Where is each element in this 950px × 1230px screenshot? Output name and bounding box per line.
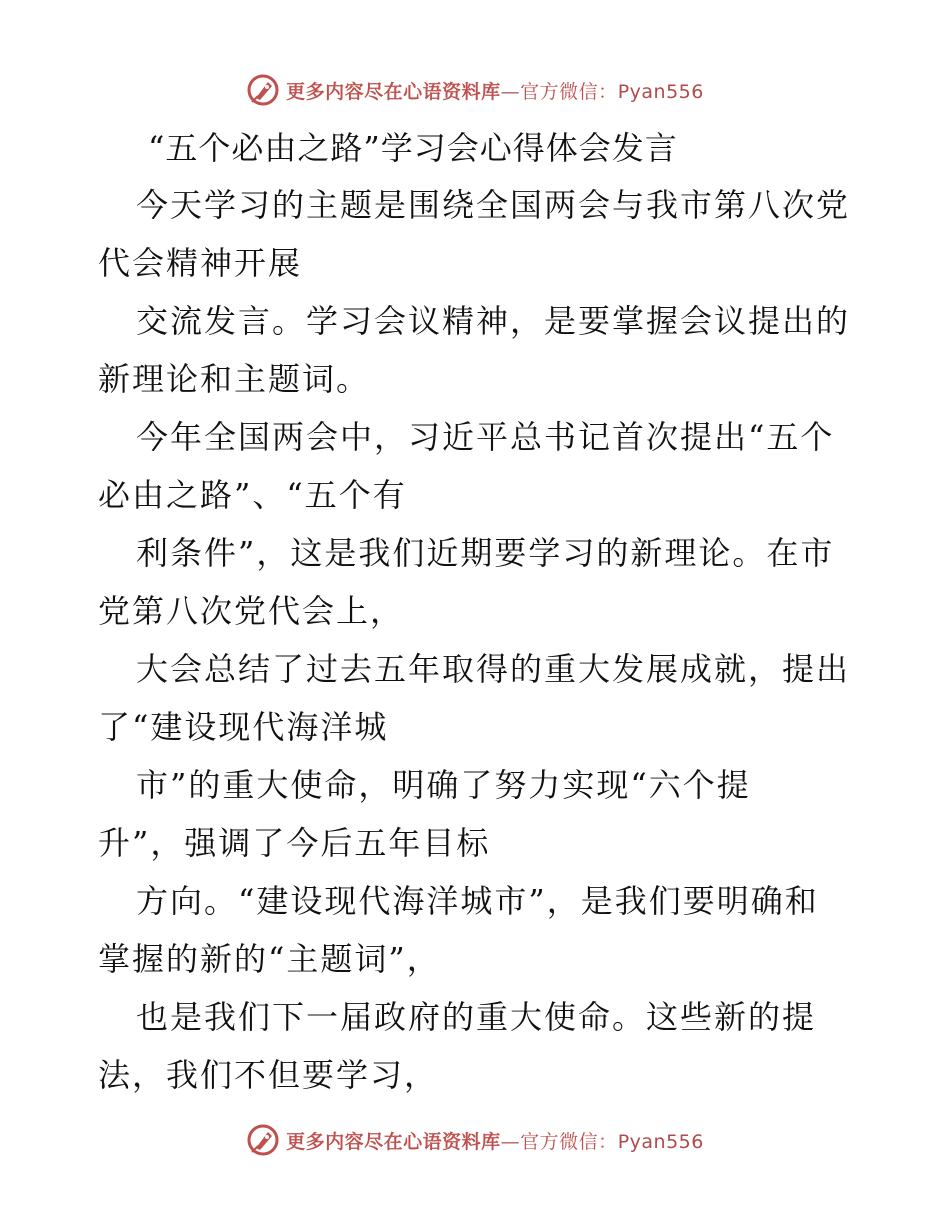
paragraph-line: 代会精神开展 bbox=[98, 244, 303, 282]
banner-slogan: 更多内容尽在心语资料库 bbox=[286, 80, 501, 103]
paragraph bbox=[98, 640, 858, 756]
pen-nib-logo-icon bbox=[246, 73, 280, 107]
paragraph-line: 也是我们下一届政府的重大使命。这些新的提 bbox=[136, 998, 817, 1036]
paragraph bbox=[98, 872, 858, 988]
pen-nib-logo-icon bbox=[246, 1123, 280, 1157]
banner-slogan: 更多内容尽在心语资料库 bbox=[286, 1130, 501, 1153]
header-banner-content bbox=[246, 73, 704, 107]
paragraph bbox=[98, 524, 858, 640]
paragraph-line: 大会总结了过去五年取得的重大发展成就，提出 bbox=[136, 650, 851, 688]
paragraph-line: 今天学习的主题是围绕全国两会与我市第八次党 bbox=[136, 186, 851, 224]
paragraph-line: 新理论和主题词。 bbox=[98, 360, 371, 398]
footer-banner bbox=[0, 1120, 950, 1160]
paragraph-line: 今年全国两会中，习近平总书记首次提出“五个 bbox=[136, 418, 835, 456]
paragraph bbox=[98, 756, 858, 872]
paragraph-line: 方向。“建设现代海洋城市”，是我们要明确和 bbox=[136, 882, 819, 920]
paragraph-line: 党第八次党代会上， bbox=[98, 592, 405, 630]
footer-banner-content bbox=[246, 1123, 704, 1157]
banner-text bbox=[286, 1127, 704, 1154]
banner-official-label: 官方微信： bbox=[520, 80, 618, 103]
banner-wechat-id: Pyan556 bbox=[617, 80, 704, 103]
paragraph-line: 市”的重大使命，明确了努力实现“六个提 bbox=[136, 766, 751, 804]
paragraph-line: 必由之路”、“五个有 bbox=[98, 476, 407, 514]
paragraph-line: 了“建设现代海洋城 bbox=[98, 708, 389, 746]
paragraph bbox=[98, 292, 858, 408]
banner-text bbox=[286, 77, 704, 104]
banner-dash: — bbox=[500, 1130, 521, 1153]
banner-official-label: 官方微信： bbox=[520, 1130, 618, 1153]
paragraph bbox=[98, 988, 858, 1104]
banner-wechat-id: Pyan556 bbox=[617, 1130, 704, 1153]
banner-dash: — bbox=[500, 80, 521, 103]
paragraph-line: 交流发言。学习会议精神，是要掌握会议提出的 bbox=[136, 302, 851, 340]
document-body bbox=[98, 120, 858, 1104]
paragraph bbox=[98, 408, 858, 524]
document-title: “五个必由之路”学习会心得体会发言 bbox=[148, 129, 678, 167]
paragraph-line: 法，我们不但要学习， bbox=[98, 1056, 439, 1094]
paragraph-line: 掌握的新的“主题词”， bbox=[98, 940, 441, 978]
paragraph-line: 利条件”，这是我们近期要学习的新理论。在市 bbox=[136, 534, 835, 572]
paragraph bbox=[98, 176, 858, 292]
header-banner bbox=[0, 70, 950, 110]
paragraph-line: 升”，强调了今后五年目标 bbox=[98, 824, 491, 862]
